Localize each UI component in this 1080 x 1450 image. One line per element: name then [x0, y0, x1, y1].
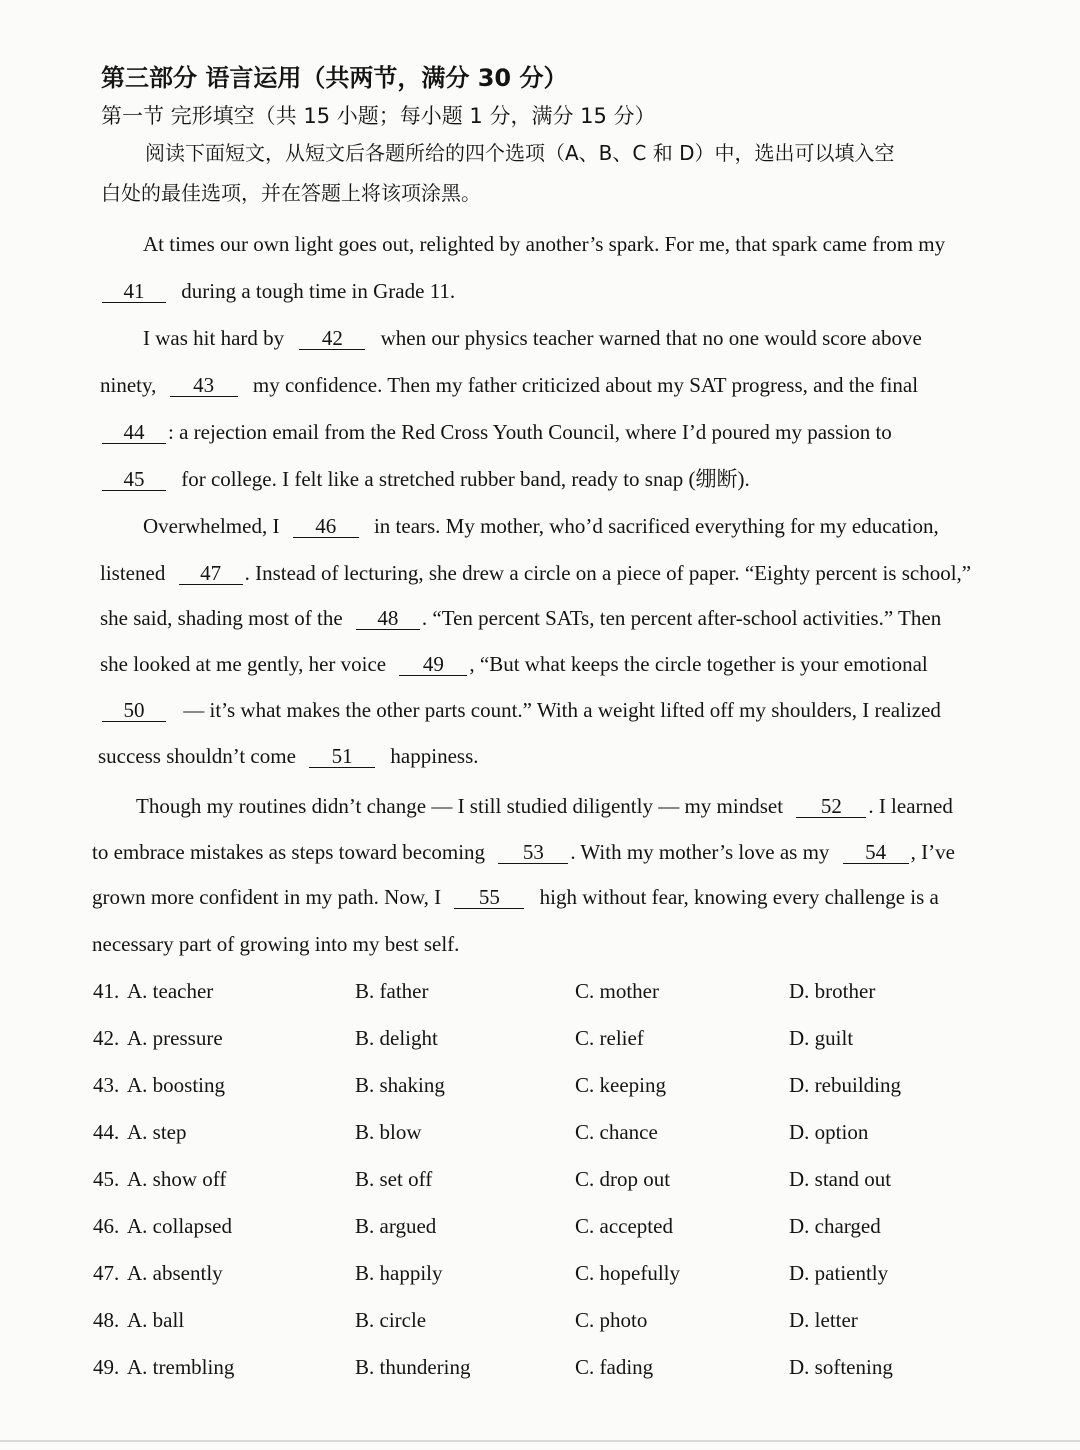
option-d[interactable]: D. charged [789, 1214, 881, 1238]
passage-text: she said, shading most of the [100, 606, 343, 630]
passage-line [136, 792, 953, 820]
passage-text: . Instead of lecturing, she drew a circle on a piece of paper. “Eighty percent is school,” [244, 561, 972, 585]
blank-45: 45 [102, 468, 166, 491]
option-b[interactable]: B. circle [355, 1308, 427, 1332]
blank-51: 51 [309, 745, 375, 768]
passage-text: . I learned [868, 794, 953, 818]
section-title: 第三部分 语言运用（共两节，满分 30 分） [101, 64, 568, 92]
option-c[interactable]: C. keeping [575, 1073, 666, 1097]
option-a[interactable]: A. ball [127, 1308, 185, 1332]
option-b[interactable]: B. father [355, 979, 429, 1003]
passage-line [143, 512, 939, 540]
option-c[interactable]: C. chance [575, 1120, 658, 1144]
subsection-title: 第一节 完形填空（共 15 小题；每小题 1 分，满分 15 分） [101, 104, 656, 128]
option-a[interactable]: A. step [127, 1120, 187, 1144]
passage-line [100, 650, 928, 678]
passage-line [92, 930, 459, 958]
instructions [101, 133, 961, 213]
option-b[interactable]: B. thundering [355, 1355, 471, 1379]
option-c[interactable]: C. hopefully [575, 1261, 680, 1285]
blank-53: 53 [498, 841, 568, 864]
passage-text: listened [100, 561, 166, 585]
passage-text: : a rejection email from the Red Cross Youth Council, where I’d poured my passion to [168, 420, 892, 444]
blank-49: 49 [399, 653, 467, 676]
passage-text: happiness. [390, 744, 479, 768]
passage-text: grown more confident in my path. Now, I [92, 885, 442, 909]
instructions-line-1: 阅读下面短文，从短文后各题所给的四个选项（A、B、C 和 D）中，选出可以填入空 [145, 141, 895, 165]
passage-text: in tears. My mother, who’d sacrificed everything for my education, [373, 514, 939, 538]
option-a[interactable]: A. pressure [127, 1026, 223, 1050]
passage-text: Though my routines didn’t change — I still studied diligently — my mindset [136, 794, 784, 818]
option-a[interactable]: A. show off [127, 1167, 227, 1191]
passage-line [92, 883, 939, 911]
passage-text: for college. I felt like a stretched rubber band, ready to snap (绷断). [181, 467, 750, 491]
passage-text: when our physics teacher warned that no one would score above [380, 326, 922, 350]
option-d[interactable]: D. rebuilding [789, 1073, 901, 1097]
instructions-line-2: 白处的最佳选项，并在答题上将该项涂黑。 [101, 181, 481, 205]
option-b[interactable]: B. shaking [355, 1073, 445, 1097]
passage-text: she looked at me gently, her voice [100, 652, 387, 676]
passage-line [98, 742, 479, 770]
question-number: 42. [93, 1026, 120, 1050]
passage-text: , I’ve [910, 840, 955, 864]
option-a[interactable]: A. boosting [127, 1073, 226, 1097]
passage-text: . With my mother’s love as my [570, 840, 830, 864]
blank-48: 48 [356, 607, 420, 630]
blank-54: 54 [843, 841, 909, 864]
option-c[interactable]: C. relief [575, 1026, 644, 1050]
question-number: 41. [93, 979, 120, 1003]
blank-42: 42 [299, 327, 365, 350]
blank-43: 43 [170, 374, 238, 397]
option-c[interactable]: C. drop out [575, 1167, 671, 1191]
passage-line [100, 371, 918, 399]
passage-line [100, 696, 941, 724]
passage-text: necessary part of growing into my best self. [92, 932, 460, 956]
question-number: 47. [93, 1261, 120, 1285]
blank-50: 50 [102, 699, 166, 722]
passage-text: ninety, [100, 373, 157, 397]
passage-line [100, 559, 971, 587]
option-d[interactable]: D. option [789, 1120, 869, 1144]
option-a[interactable]: A. collapsed [127, 1214, 232, 1238]
passage-text: high without fear, knowing every challenge is a [539, 885, 939, 909]
passage-text: At times our own light goes out, relighted by another’s spark. For me, that spark came from my [143, 232, 946, 256]
passage-line [100, 277, 455, 305]
option-d[interactable]: D. patiently [789, 1261, 889, 1285]
option-b[interactable]: B. happily [355, 1261, 443, 1285]
option-b[interactable]: B. blow [355, 1120, 422, 1144]
option-c[interactable]: C. photo [575, 1308, 648, 1332]
option-d[interactable]: D. softening [789, 1355, 893, 1379]
passage-line [143, 324, 922, 352]
passage-text: during a tough time in Grade 11. [181, 279, 456, 303]
passage-line [143, 230, 945, 258]
option-b[interactable]: B. set off [355, 1167, 433, 1191]
option-d[interactable]: D. brother [789, 979, 876, 1003]
question-number: 44. [93, 1120, 120, 1144]
option-d[interactable]: D. stand out [789, 1167, 892, 1191]
option-a[interactable]: A. teacher [127, 979, 214, 1003]
blank-47: 47 [179, 562, 243, 585]
passage-line [100, 604, 941, 632]
question-number: 43. [93, 1073, 120, 1097]
option-c[interactable]: C. accepted [575, 1214, 673, 1238]
passage-text: I was hit hard by [143, 326, 285, 350]
blank-44: 44 [102, 421, 166, 444]
passage-text: — it’s what makes the other parts count.” With a weight lifted off my shoulders, I realized [183, 698, 941, 722]
option-d[interactable]: D. guilt [789, 1026, 854, 1050]
scan-edge-divider [0, 1440, 1080, 1442]
passage-text: to embrace mistakes as steps toward becoming [92, 840, 486, 864]
option-c[interactable]: C. fading [575, 1355, 654, 1379]
option-b[interactable]: B. argued [355, 1214, 437, 1238]
blank-55: 55 [454, 886, 524, 909]
question-number: 45. [93, 1167, 120, 1191]
passage-text: success shouldn’t come [98, 744, 296, 768]
passage-text: . “Ten percent SATs, ten percent after-school activities.” Then [421, 606, 942, 630]
option-c[interactable]: C. mother [575, 979, 659, 1003]
blank-46: 46 [293, 515, 359, 538]
option-a[interactable]: A. trembling [127, 1355, 235, 1379]
passage-line [100, 418, 892, 446]
passage-text: my confidence. Then my father criticized about my SAT progress, and the final [252, 373, 919, 397]
option-b[interactable]: B. delight [355, 1026, 438, 1050]
option-d[interactable]: D. letter [789, 1308, 858, 1332]
passage-text: Overwhelmed, I [143, 514, 280, 538]
option-a[interactable]: A. absently [127, 1261, 223, 1285]
blank-52: 52 [796, 795, 866, 818]
passage-line [92, 838, 955, 866]
question-number: 49. [93, 1355, 120, 1379]
question-number: 46. [93, 1214, 120, 1238]
blank-41: 41 [102, 280, 166, 303]
passage-line [100, 465, 750, 493]
passage-text: , “But what keeps the circle together is your emotional [469, 652, 928, 676]
question-number: 48. [93, 1308, 120, 1332]
